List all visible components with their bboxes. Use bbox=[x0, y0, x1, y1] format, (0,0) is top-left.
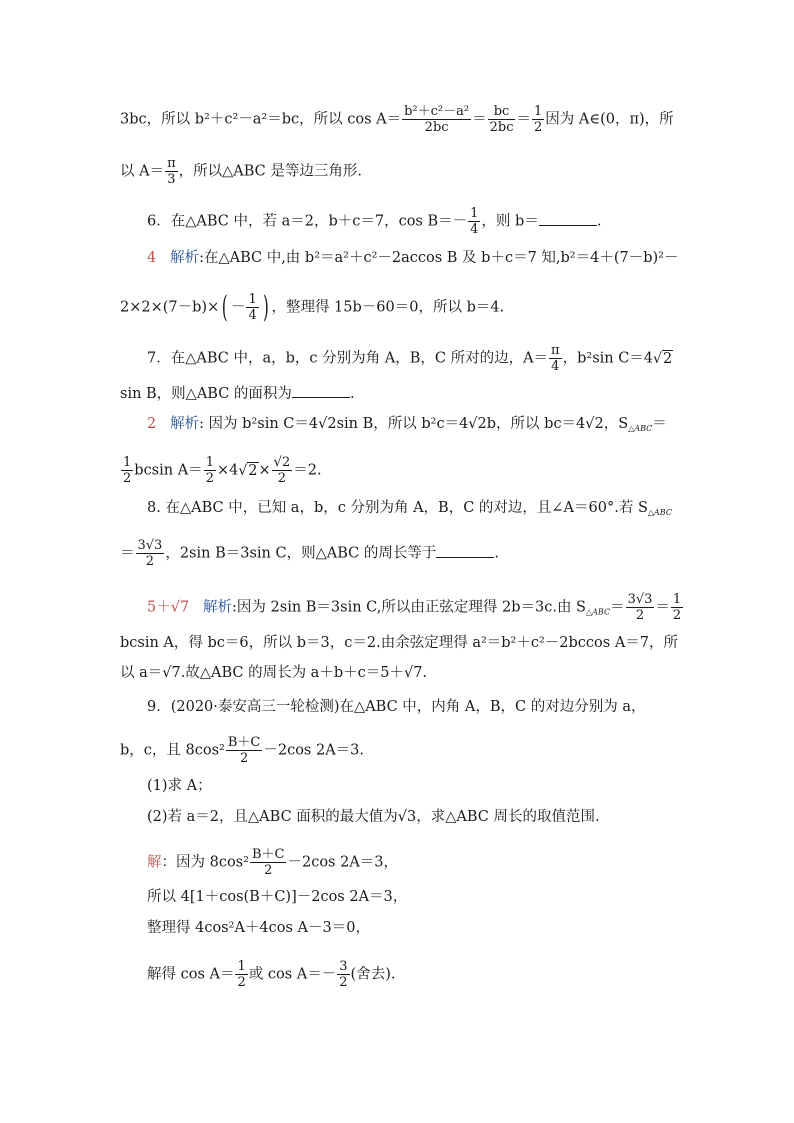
q6-answer: 4 bbox=[147, 250, 157, 266]
question-7-line-2: sin B，则△ABC 的面积为 . bbox=[120, 386, 355, 402]
fraction: $\frac{3√3}{2}$ bbox=[627, 592, 653, 623]
answer-blank bbox=[292, 385, 350, 398]
question-8: 8. 在△ABC 中，已知 a，b，c 分别为角 A，B，C 的对边，且∠A＝60°.若 $S_{\triangle ABC}$ bbox=[147, 500, 672, 517]
fraction: $\frac{3√3}{2}$ bbox=[137, 538, 163, 569]
fraction: $\frac{1}{2}$ bbox=[533, 104, 543, 135]
prev-solution-line-2: 以 A＝ $\frac{\pi}{3}$ ，所以△ABC 是等边三角形. bbox=[120, 156, 362, 187]
fraction: $\frac{\pi}{3}$ bbox=[167, 156, 176, 187]
question-6: 6．在△ABC 中，若 a＝2，b＋c＝7，cos B＝－ $\frac{1}{4}$ ，则 b＝ . bbox=[147, 206, 602, 237]
question-9-part-2: (2)若 a＝2，且△ABC 面积的最大值为√3，求△ABC 周长的取值范围. bbox=[147, 809, 600, 825]
q9-solution-line-1: 解：因为 8cos² $\frac{B+C}{2}$ －2cos 2A＝3， bbox=[147, 847, 399, 878]
q8-solution-line-2: bcsin A，得 bc＝6，所以 b＝3，c＝2.由余弦定理得 a²＝b²＋c²－2bccos A＝7，所 bbox=[120, 635, 679, 651]
question-8-line-2: ＝ $\frac{3√3}{2}$ ，2sin B＝3sin C，则△ABC 的周长等于 . bbox=[120, 538, 499, 569]
analysis-label: 解析 bbox=[203, 599, 233, 616]
solution-label: 解 bbox=[147, 854, 162, 871]
question-7: 7．在△ABC 中，a，b，c 分别为角 A，B，C 所对的边，A＝ $\frac{\pi}{4}$ ，b²sin C＝4√2 bbox=[147, 343, 673, 374]
text: 因为 A∈(0，π)，所 bbox=[545, 111, 674, 128]
fraction: $\frac{\text{b²＋c²－a²}}{2bc}$ bbox=[404, 104, 470, 135]
q9-solution-line-3: 整理得 4cos²A＋4cos A－3＝0， bbox=[147, 920, 370, 936]
text: 3bc，所以 b²＋c²－a²＝bc，所以 cos A＝ bbox=[120, 111, 402, 128]
q9-solution-line-4: 解得 cos A＝ $\frac{1}{2}$ 或 cos A＝－ $\frac{3}{2}$ (舍去). bbox=[147, 959, 396, 990]
fraction: $\frac{1}{4}$ bbox=[470, 206, 479, 237]
analysis-label: 解析 bbox=[170, 250, 200, 266]
fraction: $\frac{\pi}{4}$ bbox=[551, 343, 560, 374]
q6-solution-line-1: 4 解析:在△ABC 中,由 b²＝a²＋c²－2accos B 及 b＋c＝7 知,b²＝4＋(7－b)²－ bbox=[147, 250, 679, 266]
q9-solution-line-2: 所以 4[1＋cos(B＋C)]－2cos 2A＝3， bbox=[147, 889, 408, 905]
fraction: $\frac{1}{2}$ bbox=[672, 592, 682, 623]
q7-solution-line-1: 2 解析: 因为 b²sin C＝4√2sin B，所以 b²c＝4√2b，所以 bc＝4√2，$S_{\triangle ABC}=$ bbox=[147, 416, 667, 433]
q7-answer: 2 bbox=[147, 416, 157, 432]
fraction: $\frac{√2}{2}$ bbox=[273, 455, 291, 486]
fraction: $\frac{bc}{2bc}$ bbox=[489, 104, 514, 135]
question-9-line-2: b，c，且 8cos² $\frac{B+C}{2}$ －2cos 2A＝3. bbox=[120, 735, 365, 766]
question-9-part-1: (1)求 A； bbox=[147, 778, 212, 794]
fraction: $\frac{3}{2}$ bbox=[339, 959, 348, 990]
question-9: 9．(2020·泰安高三一轮检测)在△ABC 中，内角 A，B，C 的对边分别为 a， bbox=[147, 699, 646, 715]
fraction: $\frac{1}{2}$ bbox=[123, 455, 132, 486]
square-root: √2 bbox=[238, 462, 258, 479]
answer-blank bbox=[436, 545, 494, 558]
answer-blank bbox=[539, 213, 597, 226]
analysis-label: 解析 bbox=[170, 416, 200, 432]
square-root: √2 bbox=[653, 350, 673, 367]
fraction: $\frac{B+C}{2}$ bbox=[251, 847, 285, 878]
q8-answer: 5＋√7 bbox=[147, 599, 190, 616]
prev-solution-line-1: 3bc，所以 b²＋c²－a²＝bc，所以 cos A＝ $\frac{\text{b²＋c²－a²}}{2bc}$ ＝ $\frac{bc}{2bc}$ ＝ $\frac{1}{2}$ 因为 A∈(0，π)，所 bbox=[120, 104, 674, 135]
q8-solution-line-1: 5＋√7 解析:因为 2sin B＝3sin C,所以由正弦定理得 2b＝3c.由 $S_{\triangle ABC}=$ $\frac{3√3}{2}$ ＝ $\frac{1}{2}$ bbox=[147, 592, 682, 623]
fraction: $\frac{1}{2}$ bbox=[237, 959, 246, 990]
fraction: $\frac{1}{2}$ bbox=[205, 455, 214, 486]
fraction: $\frac{B+C}{2}$ bbox=[227, 735, 261, 766]
q8-solution-line-3: 以 a＝√7.故△ABC 的周长为 a＋b＋c＝5＋√7. bbox=[120, 665, 428, 681]
fraction: $\frac{1}{4}$ bbox=[248, 292, 257, 323]
q7-solution-line-2: $\frac{1}{2}$ bcsin A＝ $\frac{1}{2}$ ×4√2× $\frac{√2}{2}$ ＝2. bbox=[123, 455, 322, 486]
q6-solution-line-2: 2×2×(7－b)×( － $\frac{1}{4}$ ) ，整理得 15b－60＝0，所以 b＝4. bbox=[120, 289, 505, 325]
